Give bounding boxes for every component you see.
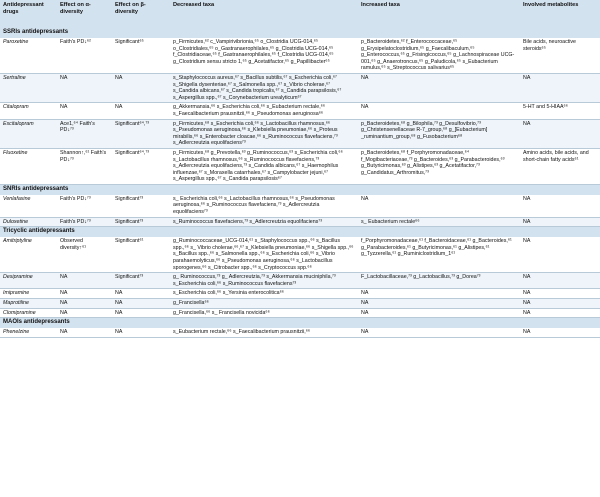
decreased-taxa-cell: g_Francisella,⁶⁶ s_ Francisella novicida⁶⁶ [170, 308, 358, 318]
metabolites-cell: NA [520, 289, 600, 299]
beta-diversity-cell: Significant⁶¹ [112, 237, 170, 272]
alpha-diversity-cell: NA [57, 299, 112, 309]
beta-diversity-cell: Significant⁷³ [112, 195, 170, 217]
increased-taxa-cell: NA [358, 299, 520, 309]
drug-name: Desipramine [0, 273, 57, 289]
beta-diversity-cell: Significant⁷³ [112, 217, 170, 227]
section-title: Tricyclic antidepressants [0, 227, 600, 238]
increased-taxa-cell: NA [358, 289, 520, 299]
decreased-taxa-cell: s_Eubacterium rectale,⁶⁶ s_Faecalibacterium prausnitzii,⁶⁶ [170, 328, 358, 337]
header-row [0, 0, 600, 28]
decreased-taxa-cell: p_Firmicutes,⁶² c_Vampirivibrionia,⁶⁵ o_Clostridia UCG-014,⁶⁵ o_Clostridiales,⁶⁵ o_Gastranaerophilales,⁶⁵ g_Clostridia UCG-014,⁶⁵ f_Clostridiaceae,⁶⁵ f_Gastranaerophilales,⁶⁵ f_Clostridia UCG-014,⁶⁵ g_Clostridium sensu stricto 1,⁶⁵ g_Acetatifactor,⁶⁵ g_Papillibacter⁶⁵ [170, 38, 358, 73]
drug-name: Escitalopram [0, 119, 57, 148]
col-header-decreased-taxa: Decreased taxa [170, 0, 358, 28]
alpha-diversity-cell: NA [57, 273, 112, 289]
metabolites-cell: NA [520, 308, 600, 318]
beta-diversity-cell: Significant⁶⁵ [112, 38, 170, 73]
beta-diversity-cell: NA [112, 103, 170, 119]
table-row-clomipramine [0, 308, 600, 318]
table-row-phenelzine [0, 328, 600, 337]
drug-name: Imipramine [0, 289, 57, 299]
table-row-desipramine [0, 273, 600, 289]
increased-taxa-cell: p_Bacteroidetes,⁶⁸ f_Porphyromonadaceae,⁶⁴ f_Mogibacteriaceae,⁷³ g_Bacteroides,⁶³ g_Parabacteroides,⁶³ g_Butyricimonas,⁶³ g_Alistipes,⁶³ g_Acetatifactor,⁷³ g_Candidatus_Arthromitus,⁷³ [358, 148, 520, 184]
beta-diversity-cell: NA [112, 308, 170, 318]
section-row-snri [0, 184, 600, 195]
col-header-beta-diversity: Effect on β-diversity [112, 0, 170, 28]
table-row-sertraline [0, 73, 600, 102]
metabolites-cell: NA [520, 119, 600, 148]
increased-taxa-cell: NA [358, 73, 520, 102]
increased-taxa-cell: NA [358, 328, 520, 337]
metabolites-cell: NA [520, 73, 600, 102]
alpha-diversity-cell: NA [57, 308, 112, 318]
decreased-taxa-cell: s_Ruminococcus flavefaciens,⁷³ s_Adlercreutzia equolifaciens⁷³ [170, 217, 358, 227]
decreased-taxa-cell: p_Firmicutes,⁶⁸ g_Prevotella,⁶³ g_Ruminococcus,⁶³ s_Escherichia coli,⁶⁶ s_Lactobacillus rhamnosus,⁶⁶ s_Ruminococcus flavefaciens,⁷³ s_Adlercreutzia equolifaciens,⁷³ s_Candida albicans,⁶⁷ s_Haemophilus influenzae,⁶⁷ s_Moraxella catarrhales,⁶⁷ s_Campylobacter jejuni,⁶⁷ s_Aspergillus spp.,⁶⁷ s_Candida parapsilosis⁶⁷ [170, 148, 358, 184]
table-row-fluoxetine [0, 148, 600, 184]
alpha-diversity-cell: Ace1,⁶⁴ Faith's PD↓⁷³ [57, 119, 112, 148]
metabolites-cell: Amino acids, bile acids, and short-chain fatty acids⁶¹ [520, 148, 600, 184]
col-header-drug: Antidepressant drugs [0, 0, 57, 28]
decreased-taxa-cell: s_Staphylococcus aureus,⁶⁷ s_Bacillus subtilis,⁶⁷ s_Escherichia coli,⁶⁷ s_Shigella dysenteriae,⁶⁷ s_Salmonella spp.,⁶⁷ s_Vibrio cholerae,⁶⁷ s_Candida albicans,⁶⁷ s_Candida tropicalis,⁶⁷ s_Candida parapsilosis,⁶⁷ s_Aspergillus spp.,⁶⁷ s_Corynebacterium urealyticum⁶⁷ [170, 73, 358, 102]
increased-taxa-cell: NA [358, 195, 520, 217]
col-header-increased-taxa: Increased taxa [358, 0, 520, 28]
table-row-paroxetine [0, 38, 600, 73]
drug-name: Citalopram [0, 103, 57, 119]
metabolites-cell: 5-HT and 5-HIAA⁶⁶ [520, 103, 600, 119]
table-row-escitalopram [0, 119, 600, 148]
metabolites-cell: NA [520, 237, 600, 272]
alpha-diversity-cell: Faith's PD↓⁷³ [57, 217, 112, 227]
drug-name: Venlafaxine [0, 195, 57, 217]
drug-name: Maprotiline [0, 299, 57, 309]
alpha-diversity-cell: Faith's PD↓⁶² [57, 38, 112, 73]
increased-taxa-cell: p_Bacteroidetes,⁶² f_Enterococcaceae,⁶⁵ g_Erysipelatoclostridium,⁶⁵ g_Faecalibaculum,⁶⁵ g_Enterococcus,⁶⁵ g_Frisingicoccus,⁶⁵ g_Lachnospiraceae UCG-001,⁶⁵ g_Anaerotroncus,⁶⁵ g_Paludicola,⁶⁵ s_Eubacterium ramulus,⁶⁵ s_Streptococcus salivarius⁶⁵ [358, 38, 520, 73]
decreased-taxa-cell: g_ Ruminococcus,⁷³ g_ Adlercreutzia,⁷³ s_Akkermansia muciniphila,⁷³ s_Escherichia coli,⁶⁶ s_Ruminococcus flavefaciens⁷³ [170, 273, 358, 289]
section-title: MAOIs antidepressants [0, 318, 600, 329]
drug-name: Paroxetine [0, 38, 57, 73]
increased-taxa-cell: NA [358, 103, 520, 119]
metabolites-cell: NA [520, 273, 600, 289]
drug-name: Amitriptyline [0, 237, 57, 272]
metabolites-cell: NA [520, 328, 600, 337]
decreased-taxa-cell: g_Ruminococcaceae_UCG-014,⁶¹ s_Staphylococcus spp.,⁶⁶ s_Bacillus spp.,⁶⁶ s_ Vibrio cholerae,⁶⁶,⁶⁷ s_Klebsiella pneumoniae,⁶⁶ s_Shigella spp.,⁶⁶ s_Bacillus spp.,⁶⁶ s_Salmonella spp.,⁶⁶ s_Escherichia coli,⁶⁶ s_Vibrio parahaemolyticus,⁶⁶ s_Pseudomonas aeruginosa,⁶⁶ s_Lactobacillus sporogenes,⁶⁶ s_Citrobacter spp.,⁶⁶ s_Cryptococcus spp.⁶⁶ [170, 237, 358, 272]
table-row-venlafaxine [0, 195, 600, 217]
metabolites-cell: NA [520, 217, 600, 227]
decreased-taxa-cell: g_Akkermansia,⁶⁶ s_Escherichia coli,⁶⁶ s_Eubacterium rectale,⁶⁶ s_Faecalibacterium prausnitzii,⁶⁶ s_Pseudomonas aeruginosa⁶⁶ [170, 103, 358, 119]
drug-name: Clomipramine [0, 308, 57, 318]
drug-name: Fluoxetine [0, 148, 57, 184]
metabolites-cell: Bile acids, neuroactive steroids⁶⁵ [520, 38, 600, 73]
beta-diversity-cell: NA [112, 73, 170, 102]
beta-diversity-cell: Significant⁶⁴,⁷³ [112, 119, 170, 148]
beta-diversity-cell: NA [112, 328, 170, 337]
alpha-diversity-cell: Observed diversity↑⁶¹ [57, 237, 112, 272]
decreased-taxa-cell: s_Escherichia coli,⁶⁶ s_Yersinia enterocolitica⁶⁶ [170, 289, 358, 299]
alpha-diversity-cell: NA [57, 103, 112, 119]
table-row-imipramine [0, 289, 600, 299]
drug-name: Sertraline [0, 73, 57, 102]
beta-diversity-cell: Significant⁷³ [112, 273, 170, 289]
beta-diversity-cell: Significant⁶⁴,⁷³ [112, 148, 170, 184]
decreased-taxa-cell: g_Francisella⁶⁶ [170, 299, 358, 309]
table-row-maprotiline [0, 299, 600, 309]
increased-taxa-cell: s_ Eubacterium rectale⁶⁶ [358, 217, 520, 227]
col-header-alpha-diversity: Effect on α-diversity [57, 0, 112, 28]
section-row-ssri [0, 28, 600, 38]
table-row-citalopram [0, 103, 600, 119]
drug-name: Phenelzine [0, 328, 57, 337]
section-title: SNRIs antidepressants [0, 184, 600, 195]
metabolites-cell: NA [520, 299, 600, 309]
alpha-diversity-cell: NA [57, 73, 112, 102]
decreased-taxa-cell: s_ Escherichia coli,⁶⁶ s_Lactobacillus rhamnosus,⁶⁶ s_Pseudomonas aeruginosa,⁶⁶ s_Ruminococcus flavefaciens,⁷³ s_Adlercreutzia equolifaciens⁷³ [170, 195, 358, 217]
alpha-diversity-cell: Faith's PD↓⁷³ [57, 195, 112, 217]
alpha-diversity-cell: NA [57, 328, 112, 337]
drug-name: Duloxetine [0, 217, 57, 227]
table-row-amitriptyline [0, 237, 600, 272]
increased-taxa-cell: f_Porphyromonadaceae,⁶¹ f_Bacteroidaceae,⁶¹ g_Bacteroides,⁶¹ g_Parabacteroides,⁶¹ g_Butyricimonas,⁶¹ g_Alistipes,⁶¹ g_Tyzzerella,⁶¹ g_Ruminiclostridium_1⁶¹ [358, 237, 520, 272]
increased-taxa-cell: F_Lactobacillaceae,⁷³ g_Lactobacillus,⁷³ g_Dorea⁷³ [358, 273, 520, 289]
table-row-duloxetine [0, 217, 600, 227]
alpha-diversity-cell: Shannon↑,⁶¹ Faith's PD↓⁷³ [57, 148, 112, 184]
section-title: SSRIs antidepressants [0, 28, 600, 38]
decreased-taxa-cell: p_Firmicutes,⁶⁸ s_Escherichia coli,⁶⁶ s_Lactobacillus rhamnosus,⁶⁶ s_Pseudomonas aeruginosa,⁶⁶ s_Klebsiella pneumoniae,⁶⁶ s_Proteus mirabilis,⁶⁶ s_Enterobacter cloacae,⁶⁶ s_Ruminococcus flavefaciens,⁷³ s_Adlercreutzia equolifaciens⁷³ [170, 119, 358, 148]
metabolites-cell: NA [520, 195, 600, 217]
section-row-tricyclic [0, 227, 600, 238]
alpha-diversity-cell: NA [57, 289, 112, 299]
increased-taxa-cell: p_Bacteroidetes,⁶⁸ g_Bilophila,⁷³ g_Desulfovibrio,⁷³ g_Christensenellaceae R-7_group,⁶⁸ g_[Eubacterium] _ruminantium_group,⁶⁸ g_Fusobacterium⁶⁸ [358, 119, 520, 148]
section-row-maoi [0, 318, 600, 329]
beta-diversity-cell: NA [112, 299, 170, 309]
increased-taxa-cell: NA [358, 308, 520, 318]
beta-diversity-cell: NA [112, 289, 170, 299]
col-header-metabolites: Involved metabolites [520, 0, 600, 28]
